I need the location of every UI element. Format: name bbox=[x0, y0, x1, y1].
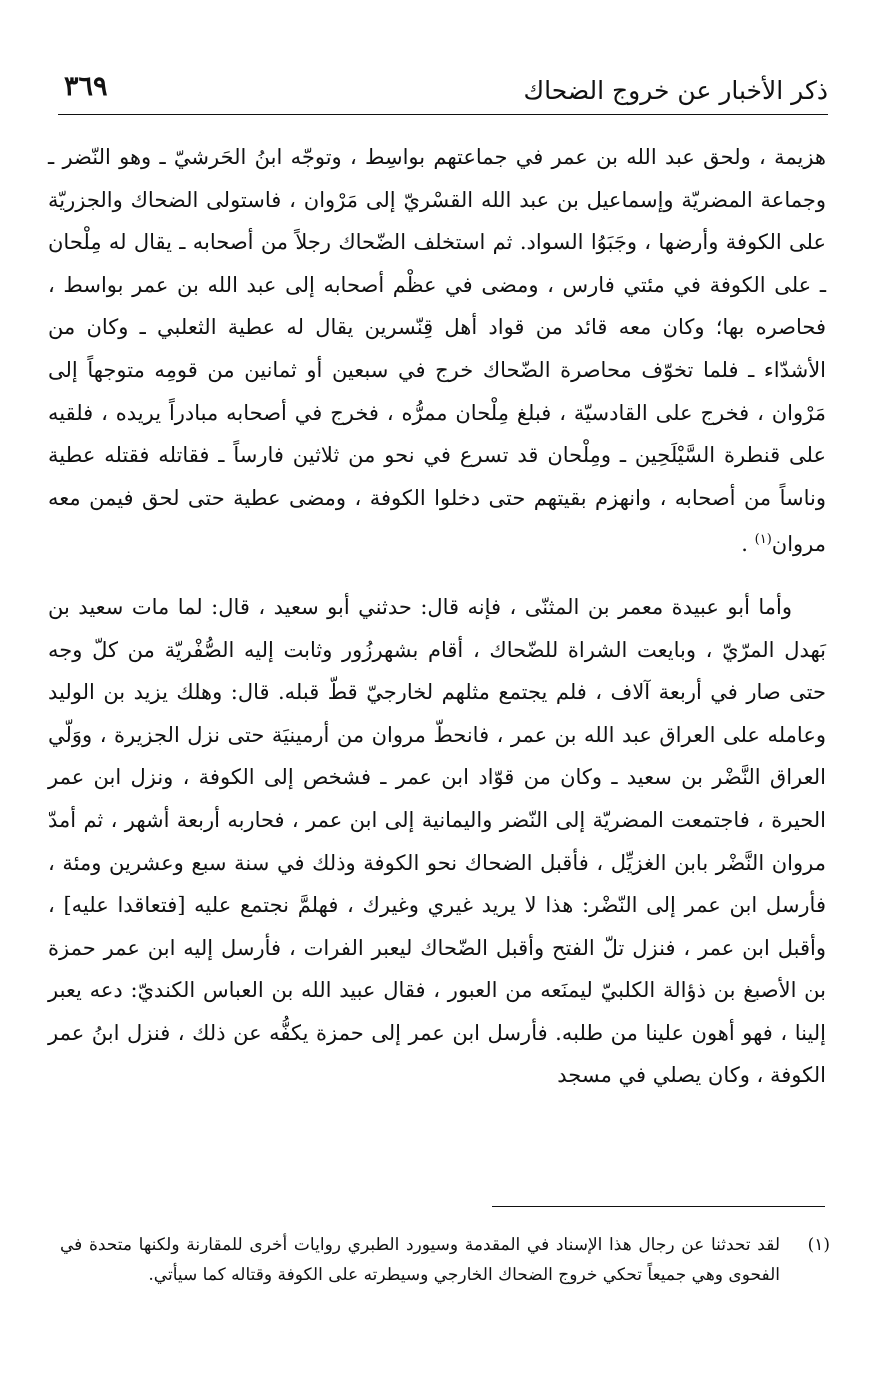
running-title: ذكر الأخبار عن خروج الضحاك bbox=[523, 76, 828, 105]
page-header bbox=[58, 70, 828, 115]
footnote-text: لقد تحدثنا عن رجال هذا الإسناد في المقدمة وسيورد الطبري روايات أخرى للمقارنة ولكنها متحدة في الفحوى وهي جميعاً تحكي خروج الضحاك الخارجي وسيطرته على الكوفة وقتاله كما سيأتي. bbox=[60, 1235, 780, 1285]
footnote-mark: (١) bbox=[807, 1235, 830, 1255]
main-text bbox=[48, 136, 826, 1097]
footnote bbox=[60, 1230, 830, 1290]
paragraph-1-text: هزيمة ، ولحق عبد الله بن عمر في جماعتهم بواسِط ، وتوجّه ابنُ الحَرشيّ ـ وهو النّضر ـ وجماعة المضريّة وإسماعيل بن عبد الله القسْريّ إلى مَرْوان ، فاستولى الضحاك والجزريّة على الكوفة وأرضها ، وجَبَوُا السواد. ثم استخلف الضّحاك رجلاً من أصحابه ـ يقال له مِلْحان ـ على الكوفة في مئتي فارس ، ومضى في عظْم أصحابه إلى عبد الله بن عمر بواسط ، فحاصره بها؛ وكان معه قائد من قواد أهل قِنّسرين يقال له عطية الثعلبي ـ وكان من الأشدّاء ـ فلما تخوّف محاصرة الضّحاك خرج في سبعين أو ثمانين من قومِه متوجهاً إلى مَرْوان ، فخرج على القادسيّة ، فبلغ مِلْحان ممرُّه ، فخرج في أصحابه مبادراً يريده ، فلقيه على قنطرة السَّيْلَحِين ـ ومِلْحان قد تسرع في نحو من ثلاثين فارساً ـ فقاتله فقتله عطية وناساً من أصحابه ، وانهزم بقيتهم حتى دخلوا الكوفة ، ومضى عطية حتى لحق فيمن معه مروان bbox=[48, 145, 826, 557]
paragraph-1-end: . bbox=[741, 532, 755, 557]
page-number: ٣٦٩ bbox=[64, 71, 108, 102]
footnote-divider bbox=[492, 1206, 825, 1207]
paragraph-2: وأما أبو عبيدة معمر بن المثنّى ، فإنه قال: حدثني أبو سعيد ، قال: لما مات سعيد بن بَهدل المرّيّ ، وبايعت الشراة للضّحاك ، أقام بشهرزُور وثابت إليه الصُّفْريّة من كلّ وجه حتى صار في أربعة آلاف ، فلم يجتمع مثلهم لخارجيّ قطّ قبله. قال: وهلك يزيد بن الوليد وعامله على العراق عبد الله بن عمر ، فانحطّ مروان من أرمينيَة حتى نزل الجزيرة ، ووَلّي العراق النَّضْر بن سعيد ـ وكان من قوّاد ابن عمر ـ فشخص إلى الكوفة ، ونزل ابن عمر الحيرة ، فاجتمعت المضريّة إلى النّضر واليمانية إلى ابن عمر ، فحاربه أربعة أشهر ، ثم أمدّ مروان النَّضْر بابن الغزيِّل ، فأقبل الضحاك نحو الكوفة وذلك في سنة سبع وعشرين ومئة ، فأرسل ابن عمر إلى النّضْر: هذا لا يريد غيري وغيرك ، فهلمَّ نجتمع عليه [فتعاقدا عليه] ، وأقبل ابن عمر ، فنزل تلّ الفتح وأقبل الضّحاك ليعبر الفرات ، فأرسل إليه ابن عمر حمزة بن الأصبغ بن ذؤالة الكلبيّ ليمنَعه من العبور ، فقال عبيد الله بن العباس الكنديّ: دعه يعبر إلينا ، فهو أهون علينا من طلبه. فأرسل ابن عمر إلى حمزة يكفُّه عن ذلك ، فنزل ابنُ عمر الكوفة ، وكان يصلي في مسجد bbox=[48, 594, 826, 1088]
footnote-reference: (١) bbox=[754, 532, 772, 548]
paragraph-1 bbox=[48, 136, 826, 566]
